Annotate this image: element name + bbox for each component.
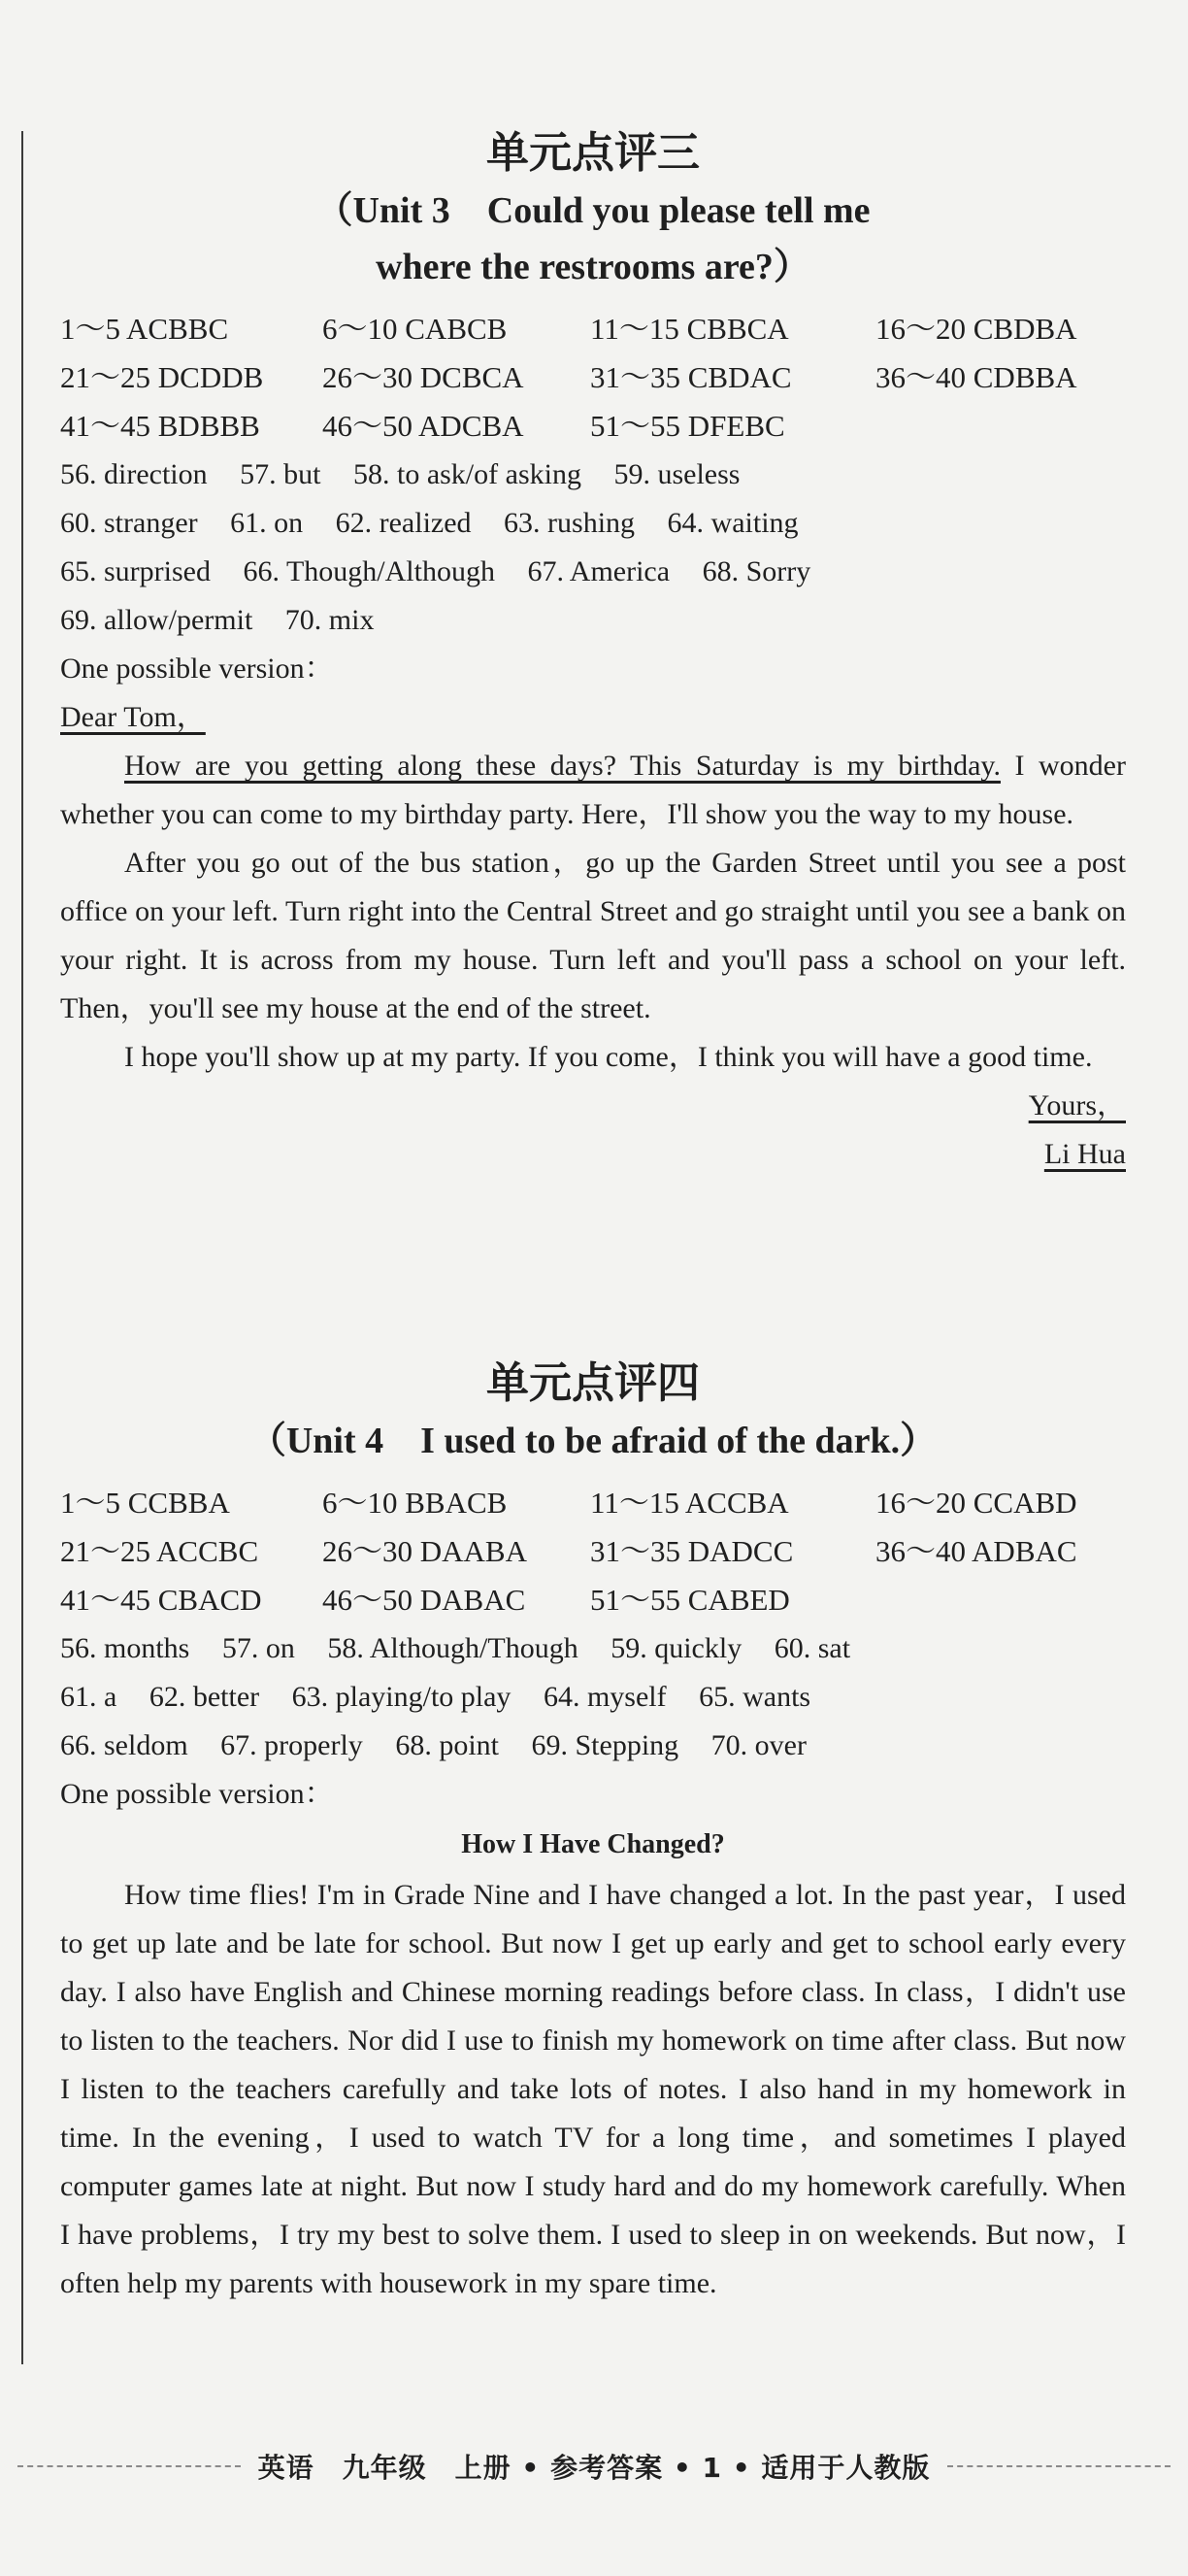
underlined-sentence: How are you getting along these days? This Saturday is my birthday. (124, 750, 1001, 782)
answer-cell: 41～45 CBACD (60, 1583, 262, 1617)
fill-row (60, 596, 1126, 645)
left-margin-rule (21, 131, 23, 2364)
answer-cell: 31～35 CBDAC (590, 360, 792, 394)
answer-cell: 36～40 ADBAC (875, 1534, 1077, 1568)
fill-answer: 59. useless (613, 458, 741, 490)
signature-text: Li Hua (1043, 1138, 1126, 1170)
fill-answer: 58. Although/Though (327, 1632, 578, 1664)
answer-cell: 16～20 CCABD (875, 1486, 1077, 1520)
fill-answer: 60. sat (774, 1632, 851, 1664)
footer-divider-right (947, 2465, 1171, 2467)
answer-cell: 26～30 DAABA (322, 1534, 527, 1568)
answer-row (60, 353, 1126, 402)
unit4-title: 单元点评四 (486, 1358, 700, 1408)
fill-answer: 65. surprised (60, 555, 211, 587)
answer-cell: 46～50 ADCBA (322, 409, 524, 443)
fill-answer: 61. a (60, 1681, 117, 1713)
fill-answer: 57. but (240, 458, 321, 490)
footer-text: 英语 九年级 上册 • 参考答案 • 1 • 适用于人教版 (257, 2452, 931, 2484)
unit3-title: 单元点评三 (486, 128, 700, 178)
fill-row (60, 548, 1126, 596)
fill-answer: 66. seldom (60, 1729, 188, 1761)
unit4-section (60, 1355, 1126, 2308)
unit3-letter (60, 693, 1126, 1082)
answer-cell: 26～30 DCBCA (322, 360, 524, 394)
fill-answer: 58. to ask/of asking (352, 458, 581, 490)
fill-answer: 68. Sorry (702, 555, 811, 587)
answer-cell: 1～5 ACBBC (60, 312, 229, 346)
fill-answer: 67. America (527, 555, 671, 587)
unit4-answer-grid (60, 1479, 1126, 1624)
essay-title: How I Have Changed? (461, 1829, 725, 1859)
letter-paragraph-2: After you go out of the bus station，go up the Garden Street until you see a post office on your left. Turn right into the Central Street and go straight until you see a bank on your right. It is across from my house. Turn left and you'll pass a school on your left. Then，you'll see my house at the end of the street. (60, 847, 1126, 1024)
fill-answer: 64. waiting (667, 507, 799, 539)
fill-answer: 60. stranger (60, 507, 198, 539)
unit4-version-label: One possible version： (60, 1778, 334, 1810)
fill-answer: 66. Though/Although (243, 555, 495, 587)
unit3-fill-answers (60, 451, 1126, 645)
answer-cell: 21～25 DCDDB (60, 360, 264, 394)
fill-answer: 56. direction (60, 458, 208, 490)
fill-answer: 56. months (60, 1632, 190, 1664)
answer-row (60, 1576, 1126, 1624)
fill-answer: 65. wants (699, 1681, 811, 1713)
fill-row (60, 1673, 1126, 1722)
fill-answer: 63. playing/to play (291, 1681, 512, 1713)
answer-row (60, 402, 1126, 451)
answer-cell: 11～15 ACCBA (590, 1486, 789, 1520)
unit4-essay (60, 1871, 1126, 2308)
answer-cell: 16～20 CBDBA (875, 312, 1077, 346)
unit3-subtitle-line2: where the restrooms are?） (376, 247, 810, 287)
answer-cell: 51～55 DFEBC (590, 409, 785, 443)
answer-cell: 21～25 ACCBC (60, 1534, 259, 1568)
unit3-subtitle-line1: （Unit 3 Could you please tell me (315, 190, 871, 231)
unit4-fill-answers (60, 1624, 1126, 1770)
fill-answer: 70. over (710, 1729, 807, 1761)
letter-closing (60, 1082, 1126, 1130)
fill-answer: 67. properly (220, 1729, 363, 1761)
answer-cell: 41～45 BDBBB (60, 409, 260, 443)
answer-cell: 11～15 CBBCA (590, 312, 789, 346)
fill-answer: 59. quickly (610, 1632, 742, 1664)
fill-answer: 68. point (395, 1729, 499, 1761)
fill-row (60, 1722, 1126, 1770)
fill-row (60, 499, 1126, 548)
letter-paragraph-3: I hope you'll show up at my party. If you come，I think you will have a good time. (124, 1041, 1093, 1073)
answer-cell: 46～50 DABAC (322, 1583, 526, 1617)
answer-cell: 36～40 CDBBA (875, 360, 1077, 394)
essay-paragraph: How time flies! I'm in Grade Nine and I have changed a lot. In the past year，I used to get up late and be late for school. But now I get up early and get to school early every day. I also have English and Chinese morning readings before class. In class，I didn't use to listen to the teachers. Nor did I use to finish my homework on time after class. But now I listen to the teachers carefully and take lots of notes. I also hand in my homework in time. In the evening，I used to watch TV for a long time，and sometimes I played computer games late at night. But now I study hard and do my homework carefully. When I have problems，I try my best to solve them. I used to sleep in on weekends. But now，I often help my parents with housework in my spare time. (60, 1879, 1126, 2299)
unit3-version-label: One possible version： (60, 652, 334, 685)
answer-cell: 1～5 CCBBA (60, 1486, 230, 1520)
unit3-answer-grid (60, 305, 1126, 451)
answer-row (60, 1479, 1126, 1527)
letter-signature (60, 1130, 1126, 1179)
answer-cell: 51～55 CABED (590, 1583, 790, 1617)
fill-answer: 70. mix (284, 604, 375, 636)
fill-answer: 62. realized (335, 507, 472, 539)
answer-cell: 31～35 DADCC (590, 1534, 794, 1568)
page-footer (0, 2447, 1188, 2486)
answer-cell: 6～10 CABCB (322, 312, 508, 346)
unit3-section (60, 124, 1126, 1179)
footer-divider-left (17, 2465, 241, 2467)
fill-row (60, 451, 1126, 499)
paragraph-text: I wonder whether you can come to my birthday party. Here，I'll show you the way to my house. (60, 750, 1126, 830)
fill-answer: 69. Stepping (531, 1729, 679, 1761)
fill-answer: 62. better (148, 1681, 260, 1713)
answer-cell: 6～10 BBACB (322, 1486, 508, 1520)
fill-answer: 61. on (230, 507, 304, 539)
unit4-subtitle: （Unit 4 I used to be afraid of the dark.） (248, 1421, 938, 1461)
letter-paragraph-1 (60, 742, 1126, 839)
letter-greeting: Dear Tom， (60, 701, 206, 733)
fill-answer: 69. allow/permit (60, 604, 253, 636)
answer-row (60, 305, 1126, 353)
answer-row (60, 1527, 1126, 1576)
fill-answer: 57. on (221, 1632, 295, 1664)
closing-text: Yours， (1028, 1089, 1126, 1121)
fill-row (60, 1624, 1126, 1673)
fill-answer: 63. rushing (504, 507, 636, 539)
fill-answer: 64. myself (543, 1681, 667, 1713)
